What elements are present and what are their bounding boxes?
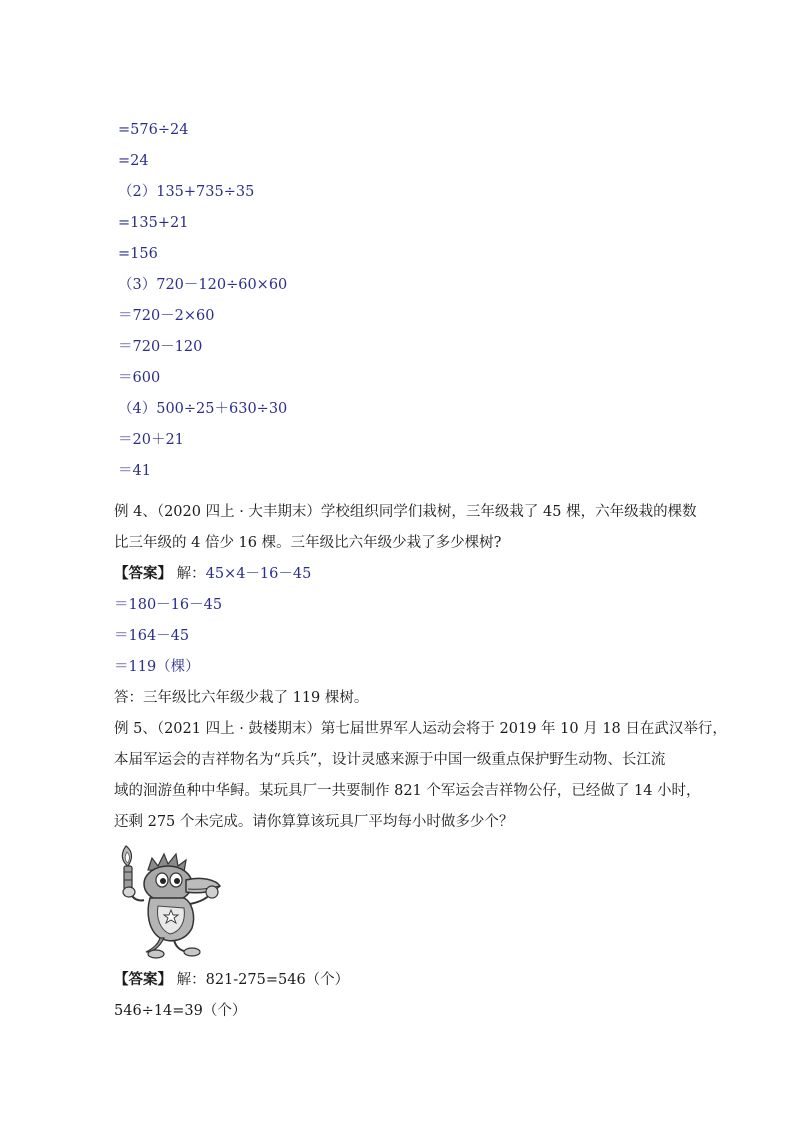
calc-step: ＝600 <box>118 370 161 386</box>
calc-step: ＝41 <box>118 463 151 479</box>
torch-icon <box>122 846 132 890</box>
answer-expression: 821-275=546（个） <box>205 972 350 988</box>
example5-question-line: 例 5、（2021 四上 · 鼓楼期末）第七届世界军人运动会将于 2019 年 10 月 18 日在武汉举行， <box>114 721 727 737</box>
example5-answer-line <box>114 970 349 990</box>
answer-prefix: 解： <box>176 566 206 582</box>
example4-question-line: 比三年级的 4 倍少 16 棵。三年级比六年级少栽了多少棵树? <box>114 535 502 551</box>
calc-step: ＝180－16－45 <box>114 597 223 613</box>
calc-step: 546÷14=39（个） <box>114 1003 247 1019</box>
mascot-image <box>116 840 228 960</box>
answer-prefix: 解： <box>176 972 206 988</box>
example4-answer-line <box>114 564 311 584</box>
example4-question-line: 例 4、（2020 四上 · 大丰期末）学校组织同学们栽树，三年级栽了 45 棵，六年级栽的棵数 <box>114 504 697 520</box>
calc-step: （2）135+735÷35 <box>118 184 255 200</box>
calc-step: ＝720－2×60 <box>118 308 215 324</box>
example5-question-line: 本届军运会的吉祥物名为“兵兵”，设计灵感来源于中国一级重点保护野生动物、长江流 <box>114 752 666 768</box>
calc-step: ＝164－45 <box>114 628 190 644</box>
calc-step: =24 <box>118 153 149 169</box>
calc-step: ＝20＋21 <box>118 432 184 448</box>
example5-question-line: 还剩 275 个未完成。请你算算该玩具厂平均每小时做多少个？ <box>114 814 514 830</box>
calc-step: （3）720－120÷60×60 <box>118 277 288 293</box>
example5-question-line: 域的洄游鱼种中华鲟。某玩具厂一共要制作 821 个军运会吉祥物公仔，已经做了 14 小时， <box>114 783 701 799</box>
calc-step: ＝119（棵） <box>114 659 200 675</box>
calc-step: （4）500÷25＋630÷30 <box>118 401 288 417</box>
calc-step: =156 <box>118 246 158 262</box>
answer-tag: 【答案】 <box>114 565 172 582</box>
answer-expression: 45×4－16－45 <box>205 566 312 582</box>
calc-step: =135+21 <box>118 215 189 231</box>
answer-tag: 【答案】 <box>114 971 172 988</box>
example4-conclusion: 答：三年级比六年级少栽了 119 棵树。 <box>114 690 369 706</box>
calc-step: ＝720－120 <box>118 339 203 355</box>
calc-step: =576÷24 <box>118 122 189 138</box>
